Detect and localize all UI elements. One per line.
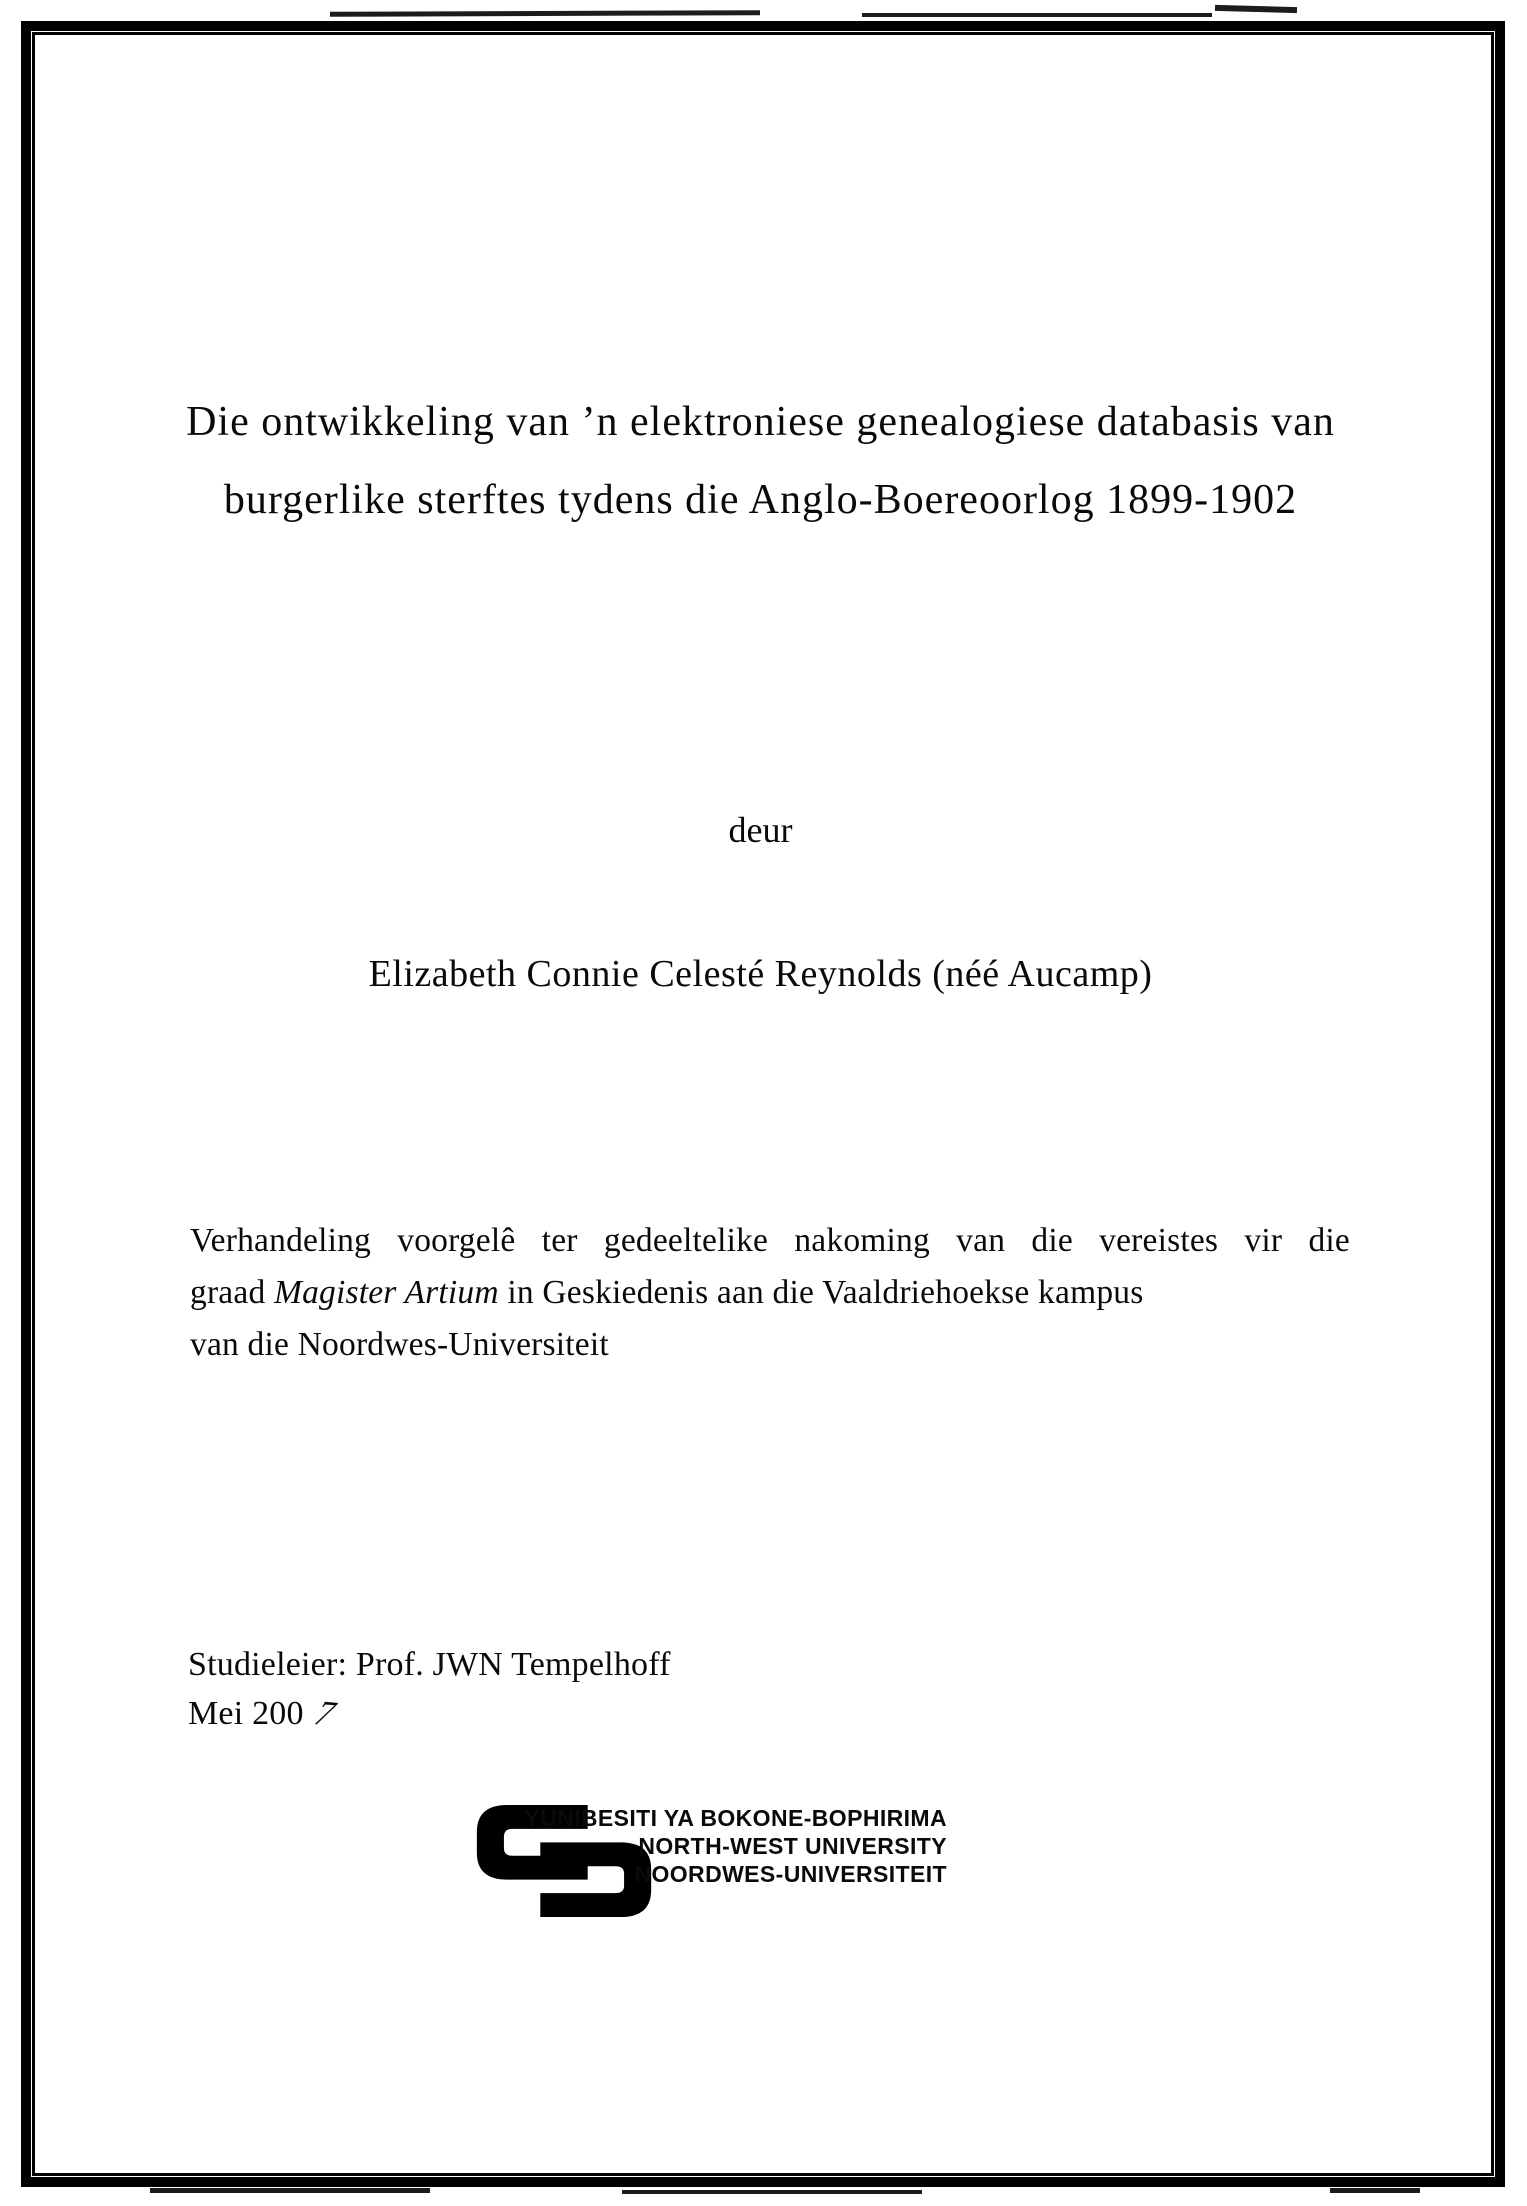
date-prefix: Mei 200 bbox=[188, 1695, 304, 1732]
scan-artifact bbox=[330, 10, 760, 17]
supervisor-line: Studieleier: Prof. JWN Tempelhoff bbox=[188, 1646, 671, 1683]
nwu-logo-text-line-3: NOORDWES-UNIVERSITEIT bbox=[634, 1861, 947, 1887]
byline: deur bbox=[728, 810, 793, 850]
thesis-title-line-2: burgerlike sterftes tydens die Anglo-Boereoorlog 1899-1902 bbox=[223, 477, 1298, 523]
nwu-logo-text bbox=[524, 1804, 947, 1888]
thesis-title bbox=[37, 383, 1484, 539]
author-name: Elizabeth Connie Celesté Reynolds (néé Aucamp) bbox=[368, 953, 1153, 995]
nwu-logo bbox=[465, 1793, 947, 1933]
thesis-statement-line-2 bbox=[190, 1267, 1350, 1319]
scan-artifact bbox=[150, 2188, 430, 2193]
scan-artifact bbox=[862, 13, 1212, 17]
date-line bbox=[188, 1689, 671, 1738]
thesis-statement-line-1: Verhandeling voorgelê ter gedeeltelike nakoming van die vereistes vir die bbox=[190, 1222, 1350, 1259]
statement-line2-pre: graad bbox=[190, 1274, 274, 1311]
scan-artifact bbox=[1330, 2188, 1420, 2193]
statement-line2-post: in Geskiedenis aan die Vaaldriehoekse kampus bbox=[498, 1274, 1144, 1311]
date-last-digit: 7 bbox=[306, 1694, 343, 1734]
thesis-title-line-1: Die ontwikkeling van ’n elektroniese genealogiese databasis van bbox=[186, 399, 1335, 445]
thesis-statement bbox=[190, 1215, 1350, 1371]
nwu-logo-text-line-1: YUNIBESITI YA BOKONE-BOPHIRIMA bbox=[524, 1805, 947, 1831]
scan-artifact bbox=[622, 2190, 922, 2194]
nwu-logo-text-line-2: NORTH-WEST UNIVERSITY bbox=[638, 1833, 947, 1859]
supervisor-block bbox=[188, 1640, 671, 1738]
thesis-statement-line-3: van die Noordwes-Universiteit bbox=[190, 1326, 609, 1363]
degree-name-italic: Magister Artium bbox=[273, 1274, 499, 1311]
scan-artifact bbox=[1215, 5, 1297, 13]
